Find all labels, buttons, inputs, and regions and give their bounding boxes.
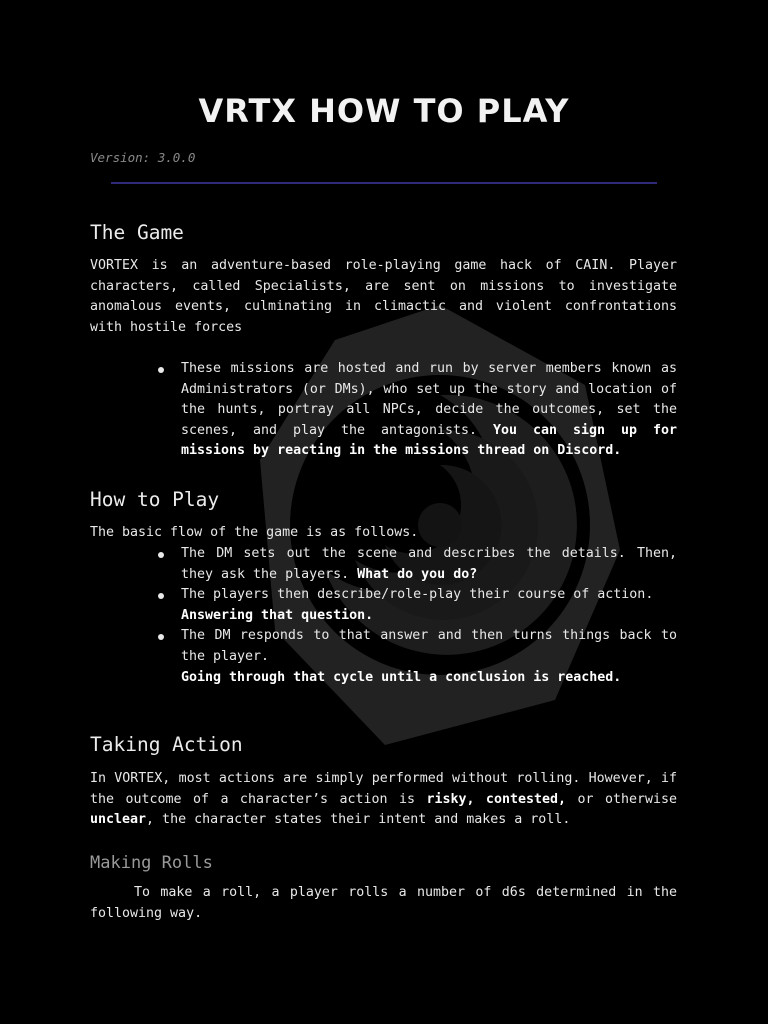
game-intro: VORTEX is an adventure-based role-playing game hack of CAIN. Player characters, called Specialists, are sent on missions to investigate anomalous events, culminating in climactic and violent confrontations with hostile forces [90, 258, 677, 335]
bullet-text: The DM sets out the scene and describes the details. Then, they ask the players. [181, 546, 677, 582]
bullet-text: The DM responds to that answer and then turns things back to the player. [181, 628, 677, 664]
game-bullet-list [0, 359, 768, 462]
rolls-paragraph: To make a roll, a player rolls a number of d6s determined in the following way. [90, 885, 677, 921]
page-title: VRTX HOW TO PLAY [198, 92, 570, 130]
bullet-icon [158, 552, 164, 558]
action-paragraph [90, 769, 677, 831]
list-item [181, 359, 677, 462]
bullet-bold-text: You can sign up for missions by reacting in the missions thread on Discord. [181, 422, 678, 459]
heading-taking-action: Taking Action [90, 733, 243, 756]
how-intro: The basic flow of the game is as follows. [90, 525, 419, 540]
title-divider [111, 182, 657, 184]
bullet-icon [158, 634, 164, 640]
bullet-text: These missions are hosted and run by server members known as Administrators (or DMs), who set up the story and location of the hunts, portray all NPCs, decide the outcomes, set the scenes, and play the antagonists. [181, 361, 677, 438]
bullet-bold-text: Answering that question. [181, 607, 374, 623]
bullet-bold-text: What do you do? [357, 566, 478, 582]
list-item [181, 626, 677, 688]
action-bold-2: unclear [90, 812, 147, 828]
bullet-bold-text: Going through that cycle until a conclusion is reached. [181, 669, 622, 685]
action-bold-1: risky, contested, [426, 791, 566, 807]
action-text-3: , the character states their intent and makes a roll. [146, 812, 571, 828]
bullet-icon [158, 593, 164, 599]
heading-how-to-play: How to Play [90, 488, 220, 511]
action-text-1: In VORTEX, most actions are simply performed without rolling. However, if the outcome of a character’s action is [90, 771, 677, 807]
how-bullet-list [0, 544, 768, 688]
bullet-icon [158, 367, 164, 373]
heading-making-rolls: Making Rolls [90, 853, 213, 873]
bullet-text: The players then describe/role-play their course of action. [181, 587, 654, 603]
version-label: Version: 3.0.0 [90, 150, 196, 165]
list-item [181, 544, 677, 585]
list-item [181, 585, 677, 626]
heading-the-game: The Game [90, 221, 184, 244]
action-text-2: or otherwise [566, 791, 677, 807]
